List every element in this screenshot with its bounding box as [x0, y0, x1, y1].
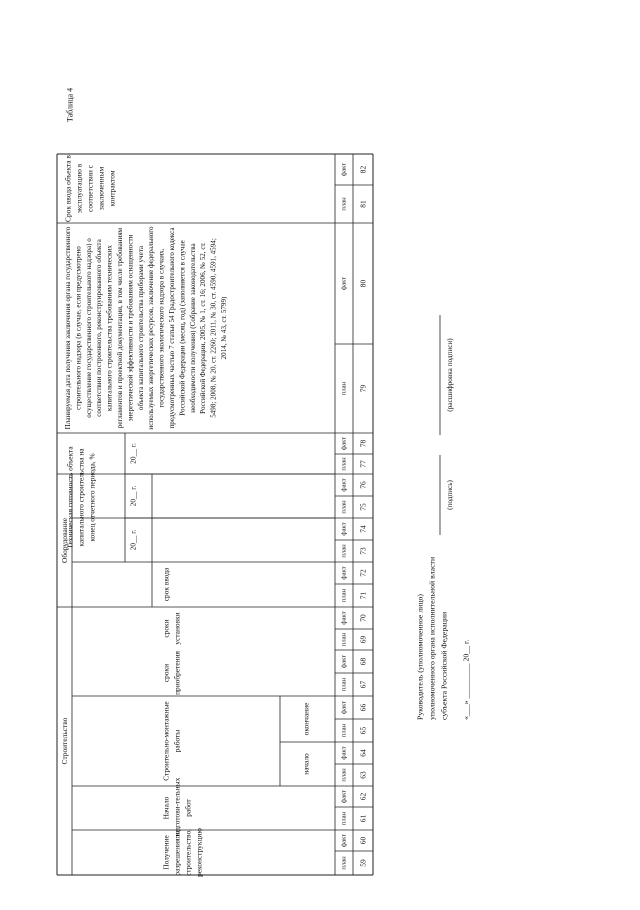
- header-equipment: Оборудование: [60, 518, 69, 563]
- table-label: Таблица 4: [65, 87, 75, 123]
- fact-label: факт: [340, 566, 348, 580]
- header-readiness: капитального строительства на: [76, 448, 86, 547]
- signature-line-2: уполномоченного органа исполнительной власти: [427, 556, 437, 720]
- header-conclusion: предусмотренных частью 7 статьи 54 Градостроительного кодекса: [168, 227, 176, 429]
- column-number: 71: [358, 591, 368, 600]
- header-conclusion: Российской Федерации, 2005, № 1, ст. 16; 2006, № 52, ст.: [199, 242, 208, 414]
- header-readiness: Техническая готовность объекта: [65, 446, 75, 549]
- header-installation: установки: [172, 612, 182, 645]
- header-acquisition: приобретения: [172, 651, 182, 695]
- header-permit: разрешения на: [172, 829, 182, 876]
- header-prep-start: работ: [183, 799, 193, 817]
- header-commissioning: Срок ввода объекта в: [63, 155, 73, 222]
- signature-line-3: субъекта Российской Федерации: [439, 611, 449, 720]
- column-number: 81: [358, 200, 368, 208]
- plan-label: план: [340, 544, 348, 558]
- column-number: 67: [358, 680, 368, 689]
- column-number: 72: [358, 569, 368, 577]
- column-number: 76: [358, 481, 368, 489]
- fact-label: факт: [340, 789, 348, 804]
- header-conclusion: используемых энергетических ресурсов, заключение федерального: [147, 226, 156, 430]
- signature-date: «___» _________ 20__ г.: [461, 639, 471, 720]
- plan-label: план: [340, 768, 348, 782]
- fact-label: факт: [340, 478, 348, 492]
- header-smr: Строительно-монтажные: [161, 701, 171, 781]
- fact-label: факт: [340, 746, 348, 760]
- column-number: 60: [358, 836, 368, 845]
- header-conclusion: объекта капитального строительства приборами учета: [136, 245, 145, 411]
- readiness-year-3: 20__ г.: [128, 443, 138, 464]
- header-commissioning: заключенным: [96, 166, 106, 211]
- column-number: 62: [358, 792, 368, 801]
- plan-label: план: [340, 457, 348, 471]
- header-conclusion: капитального строительства требованиям технических: [105, 245, 114, 411]
- column-number: 65: [358, 726, 368, 735]
- header-conclusion: 5498; 2008, № 20, ст. 2260; 2011, № 30, ст. 4590, 4591, 4594;: [209, 238, 218, 418]
- column-number: 66: [358, 703, 368, 712]
- header-smr: работы: [172, 729, 182, 753]
- fact-label: факт: [340, 611, 348, 625]
- header-smr-end: окончание: [301, 702, 311, 736]
- plan-label: план: [340, 381, 348, 396]
- plan-label: план: [340, 723, 348, 738]
- header-conclusion: осуществление государственного строительного надзора) о: [84, 238, 93, 418]
- header-conclusion: 2014, № 43, ст. 5799): [220, 296, 228, 360]
- header-prep-start: подготови-тельных: [172, 777, 182, 839]
- header-conclusion: энергетической эффективности и требованиям оснащенности: [126, 234, 135, 422]
- column-number: 80: [358, 279, 368, 288]
- column-number: 70: [358, 614, 368, 622]
- plan-label: план: [340, 500, 348, 514]
- plan-label: план: [340, 197, 348, 211]
- column-number: 77: [358, 460, 368, 468]
- plan-label: план: [340, 632, 348, 647]
- column-number: 63: [358, 771, 368, 779]
- header-smr-start: начало: [301, 753, 311, 775]
- header-conclusion: Российской Федерации (месяц, год) (заполняется в случае: [178, 240, 187, 416]
- fact-label: факт: [340, 654, 348, 669]
- column-number: 59: [358, 859, 368, 867]
- header-conclusion: Планируемая дата получения заключения органа государственного: [64, 226, 72, 430]
- fact-label: факт: [340, 162, 348, 177]
- column-number: 69: [358, 635, 368, 644]
- header-acquisition: сроки: [161, 663, 171, 683]
- plan-label: план: [340, 811, 348, 826]
- fact-label: факт: [340, 700, 348, 715]
- header-conclusion: государственного экологического надзора в случаях,: [157, 248, 166, 408]
- plan-label: план: [340, 677, 348, 692]
- header-conclusion: соответствии построенного, реконструированного объекта: [95, 239, 104, 417]
- readiness-year-1: 20__ г.: [128, 529, 138, 551]
- column-number: 64: [358, 749, 368, 757]
- header-commissioning: соответствии с: [85, 165, 95, 212]
- fact-label: факт: [340, 833, 348, 848]
- signature-caption: (подпись): [446, 480, 454, 510]
- column-number: 78: [358, 439, 368, 448]
- header-commissioning: контрактом: [107, 170, 117, 207]
- header-permit: реконструкцию: [194, 828, 204, 877]
- header-commissioning-term: срок ввода: [161, 567, 171, 602]
- header-construction: Строительство: [60, 717, 69, 765]
- header-conclusion: строительного надзора (в случае, если предусмотрено: [74, 246, 83, 410]
- column-number: 73: [358, 547, 368, 555]
- header-installation: сроки: [161, 619, 171, 638]
- column-number: 82: [358, 165, 368, 174]
- header-prep-start: Начало: [161, 796, 171, 820]
- column-number: 68: [358, 657, 368, 666]
- signature-line-1: Руководитель (уполномоченное лицо): [415, 594, 425, 720]
- column-number: 74: [358, 525, 368, 533]
- plan-label: план: [340, 588, 348, 603]
- header-conclusion: регламентов и проектной документации, в том числе требованиям: [116, 227, 124, 429]
- header-commissioning: эксплуатацию в: [74, 163, 84, 214]
- plan-label: план: [340, 856, 348, 870]
- header-readiness: конец отчетного периода, %: [87, 453, 97, 542]
- column-number: 79: [358, 384, 368, 393]
- fact-label: факт: [340, 276, 348, 291]
- header-permit: Получение: [161, 835, 171, 870]
- header-conclusion: необходимости получения) (Собрание законодательства: [188, 243, 197, 413]
- fact-label: факт: [340, 436, 348, 451]
- header-permit: строительство,: [183, 828, 193, 877]
- column-number: 75: [358, 503, 368, 511]
- readiness-year-2: 20__ г.: [128, 485, 138, 507]
- fact-label: факт: [340, 522, 348, 536]
- name-caption: (расшифровка подписи): [446, 338, 454, 412]
- column-number: 61: [358, 814, 368, 823]
